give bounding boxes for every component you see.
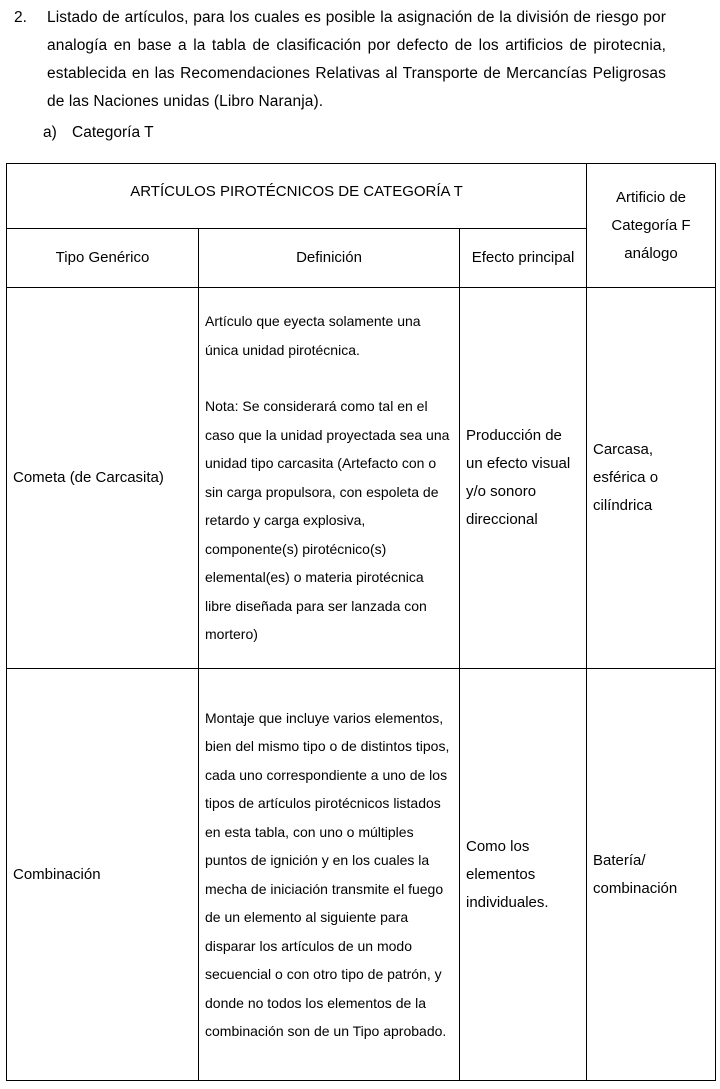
table-row [7,288,716,669]
column-header-tipo: Tipo Genérico [7,229,199,288]
subsection-letter: a) [43,124,57,141]
subsection-title: Categoría T [72,124,154,141]
cell-definicion [199,288,460,669]
category-t-table [6,163,716,1081]
intro-paragraph [14,0,666,116]
definicion-note: Nota: Se considerará como tal en el caso que la unidad proyectada sea una unidad tipo carcasita (Artefacto con o sin carga propulsora, con espoleta de retardo y carga explosiva, componente(s) pirotécnico(s) elemental(es) o materia pirotécnica libre diseñada para ser lanzada con mortero) [205,398,450,643]
table-row [7,669,716,1081]
column-header-definicion: Definición [199,229,460,288]
cell-tipo: Cometa (de Carcasita) [7,288,199,669]
cell-analogo: Carcasa, esférica o cilíndrica [587,288,716,669]
cell-efecto: Producción de un efecto visual y/o sonoro direccional [460,288,587,669]
section-number: 2. [14,9,27,26]
table-main-header: ARTÍCULOS PIROTÉCNICOS DE CATEGORÍA T [7,164,587,229]
cell-tipo: Combinación [7,669,199,1081]
subsection-heading [43,119,154,147]
cell-definicion: Montaje que incluye varios elementos, bien del mismo tipo o de distintos tipos, cada uno correspondiente a uno de los tipos de artículos pirotécnicos listados en esta tabla, con uno o múltiples puntos de ignición y en los cuales la mecha de iniciación transmite el fuego de un elemento al siguiente para disparar los artículos de un modo secuencial o con otro tipo de patrón, y donde no todos los elementos de la combinación son de un Tipo aprobado. [199,669,460,1081]
cell-efecto: Como los elementos individuales. [460,669,587,1081]
definicion-text: Artículo que eyecta solamente una única unidad pirotécnica. [205,313,421,358]
cell-analogo: Batería/ combinación [587,669,716,1081]
intro-text: Listado de artículos, para los cuales es posible la asignación de la división de riesgo por analogía en base a la tabla de clasificación por defecto de los artificios de pirotecnia, establecida en las Recomendaciones Relativas al Transporte de Mercancías Peligrosas de las Naciones unidas (Libro Naranja). [47,9,666,110]
table-side-header: Artificio de Categoría F análogo [587,164,716,288]
column-header-efecto: Efecto principal [460,229,587,288]
